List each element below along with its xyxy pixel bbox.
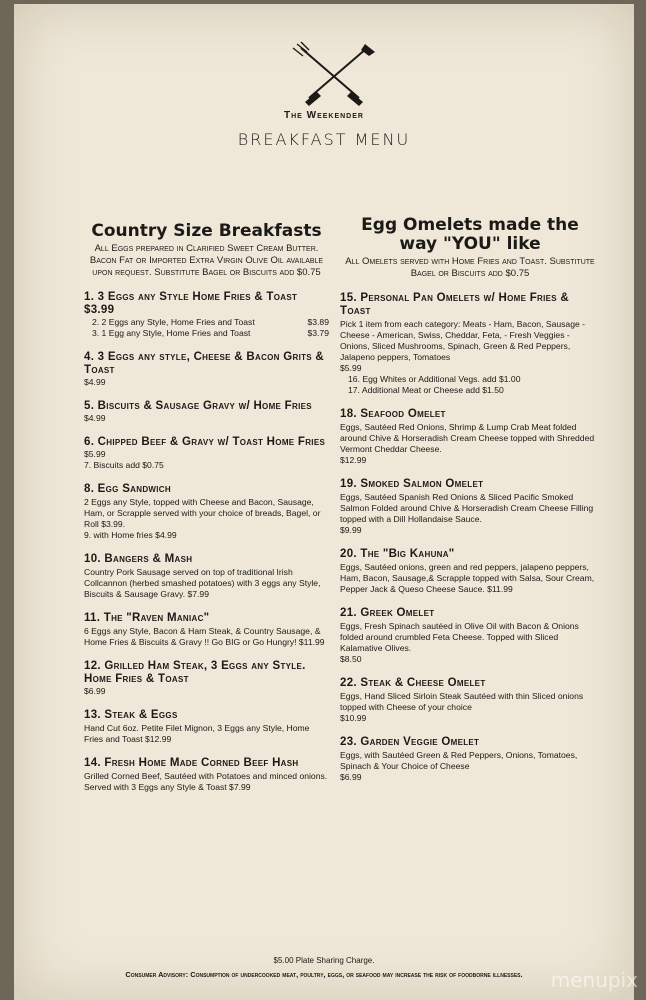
menu-item-description: Eggs, Sautéed onions, green and red peppers, jalapeno peppers, Ham, Bacon, Sausage,& Scrapple topped with Salsa, Sour Cream, Pepper Jack & Queso Cheese Sauce. $11.99: [340, 562, 595, 594]
menu-item-title: 13. Steak & Eggs: [84, 709, 178, 721]
menu-item: [84, 291, 329, 339]
section-subtitle: All Eggs prepared in Clarified Sweet Cream Butter. Bacon Fat or Imported Extra Virgin Olive Oil available upon request. Substitute Bagel or Biscuits add $0.75: [89, 243, 324, 278]
menu-item-option: 7. Biscuits add $0.75: [84, 460, 164, 470]
menu-item-description: Country Pork Sausage served on top of traditional Irish Collcannon (herbed smashed potatoes) with 3 eggs any Style, Biscuits & Sausage Gravy. $7.99: [84, 567, 321, 599]
menu-item-title: 12. Grilled Ham Steak, 3 Eggs any Style. Home Fries & Toast: [84, 660, 306, 685]
menu-item-price: $9.99: [340, 525, 362, 535]
menu-item-description: Eggs, Sautéed Spanish Red Onions & Sliced Pacific Smoked Salmon Folded around Chive & Horseradish Cream Cheese Filling topped with a Dill Hollandaise Sauce.: [340, 492, 594, 524]
menu-item: [84, 757, 329, 793]
section-title: Egg Omelets made the way "YOU" like: [361, 215, 579, 254]
menu-item-price: $12.99: [340, 455, 367, 465]
menu-item: [340, 478, 600, 536]
menu-item-option: 9. with Home fries $4.99: [84, 530, 177, 540]
option-price: $3.79: [307, 328, 329, 338]
menu-item-title: 4. 3 Eggs any style, Cheese & Bacon Grits & Toast: [84, 351, 325, 376]
menu-item-title: 11. The "Raven Maniac": [84, 612, 210, 624]
menu-item: [84, 351, 329, 388]
menu-item-title: 18. Seafood Omelet: [340, 408, 446, 420]
menu-item-option: [84, 328, 329, 339]
option-price: $3.89: [307, 317, 329, 327]
menu-item-title: 20. The "Big Kahuna": [340, 548, 455, 560]
menu-item-title: 5. Biscuits & Sausage Gravy w/ Home Fries: [84, 400, 312, 412]
menu-item-description: Eggs, with Sautéed Green & Red Peppers, Onions, Tomatoes, Spinach & Your Choice of Cheese: [340, 750, 578, 771]
menu-item-title: 21. Greek Omelet: [340, 607, 435, 619]
menu-item-description: 6 Eggs any Style, Bacon & Ham Steak, & Country Sausage, & Home Fries & Biscuits & Gravy !! Go BIG or Go Hungry! $11.99: [84, 626, 325, 647]
menu-item: [340, 677, 600, 724]
menu-item-price: $6.99: [84, 686, 106, 696]
menu-item-description: Hand Cut 6oz. Petite Filet Mignon, 3 Eggs any Style, Home Fries and Toast $12.99: [84, 723, 310, 744]
menu-item-price: $6.99: [340, 772, 362, 782]
menu-item-price: $5.99: [340, 363, 362, 373]
option-label: 2. 2 Eggs any Style, Home Fries and Toast: [92, 317, 255, 327]
menu-item-title: 19. Smoked Salmon Omelet: [340, 478, 484, 490]
crossed-knife-fork-icon: [289, 40, 379, 110]
menu-item-description: Grilled Corned Beef, Sautéed with Potatoes and minced onions. Served with 3 Eggs any Style & Toast $7.99: [84, 771, 328, 792]
menu-item: [84, 553, 329, 600]
menu-item-option: [340, 385, 600, 396]
menu-item: [84, 709, 329, 745]
menu-item-description: Eggs, Fresh Spinach sautéed in Olive Oil with Bacon & Onions folded around crumbled Feta Cheese. Topped with Sliced Kalamative Olives.: [340, 621, 579, 653]
menu-item-description: Eggs, Sautéed Red Onions, Shrimp & Lump Crab Meat folded around Chive & Horseradish Cream Cheese topped with Shredded Vermont Cheddar Cheese.: [340, 422, 595, 454]
menu-item-description: 2 Eggs any Style, topped with Cheese and Bacon, Sausage, Ham, or Scrapple served with your choice of breads, Bagel, or Roll $3.99.: [84, 497, 321, 529]
menu-item-title: 1. 3 Eggs any Style Home Fries & Toast $3.99: [84, 291, 298, 316]
menu-item: [340, 607, 600, 665]
menu-item: [84, 436, 329, 471]
menu-item-price: $8.50: [340, 654, 362, 664]
consumer-advisory: Consumer Advisory: Consumption of undercooked meat, poultry, eggs, or seafood may increase the risk of foodborne illnesses.: [125, 970, 523, 979]
menu-title: BREAKFAST MENU: [237, 130, 411, 149]
watermark: menupix: [550, 968, 638, 992]
menu-item-description: Pick 1 item from each category: Meats - Ham, Bacon, Sausage - Cheese - American, Swiss, Cheddar, Feta, - Fresh Veggies - Onions, Sliced Mushrooms, Spinach, Green & Red Peppers, Jalapeno peppers, Tomatoes: [340, 319, 586, 362]
menu-item-option: [84, 317, 329, 328]
option-label: 3. 1 Egg any Style, Home Fries and Toast: [92, 328, 251, 338]
menu-item: [340, 548, 600, 595]
menu-item-description: Eggs, Hand Sliced Sirloin Steak Sautéed with thin Sliced onions topped with Cheese of your choice: [340, 691, 584, 712]
menu-item-price: $5.99: [84, 449, 106, 459]
menu-item-title: 14. Fresh Home Made Corned Beef Hash: [84, 757, 299, 769]
option-label: 17. Additional Meat or Cheese add $1.50: [348, 385, 504, 395]
menu-item: [84, 612, 329, 648]
menu-item-price: $4.99: [84, 413, 106, 423]
menu-item: [340, 736, 600, 783]
option-label: 16. Egg Whites or Additional Vegs. add $1.00: [348, 374, 521, 384]
menu-item-title: 10. Bangers & Mash: [84, 553, 193, 565]
menu-item: [84, 400, 329, 424]
menu-item: [340, 292, 600, 396]
menu-item-title: 15. Personal Pan Omelets w/ Home Fries & Toast: [340, 292, 570, 317]
menu-page: [14, 4, 634, 1000]
menu-item-title: 23. Garden Veggie Omelet: [340, 736, 480, 748]
section-subtitle: All Omelets served with Home Fries and Toast. Substitute Bagel or Biscuits add $0.75: [345, 256, 595, 279]
menu-item-option: [340, 374, 600, 385]
section-title: Country Size Breakfasts: [91, 221, 322, 241]
menu-item: [340, 408, 600, 466]
menu-item-price: $10.99: [340, 713, 367, 723]
plate-sharing-charge: $5.00 Plate Sharing Charge.: [273, 956, 375, 965]
menu-item-title: 6. Chipped Beef & Gravy w/ Toast Home Fries: [84, 436, 326, 448]
menu-item: [84, 660, 329, 697]
menu-item-price: $4.99: [84, 377, 106, 387]
country-breakfasts-section: [84, 222, 329, 793]
menu-item-title: 8. Egg Sandwich: [84, 483, 171, 495]
egg-omelets-section: [340, 216, 600, 783]
restaurant-name: The Weekender: [284, 110, 364, 121]
menu-item-title: 22. Steak & Cheese Omelet: [340, 677, 486, 689]
menu-item: [84, 483, 329, 541]
